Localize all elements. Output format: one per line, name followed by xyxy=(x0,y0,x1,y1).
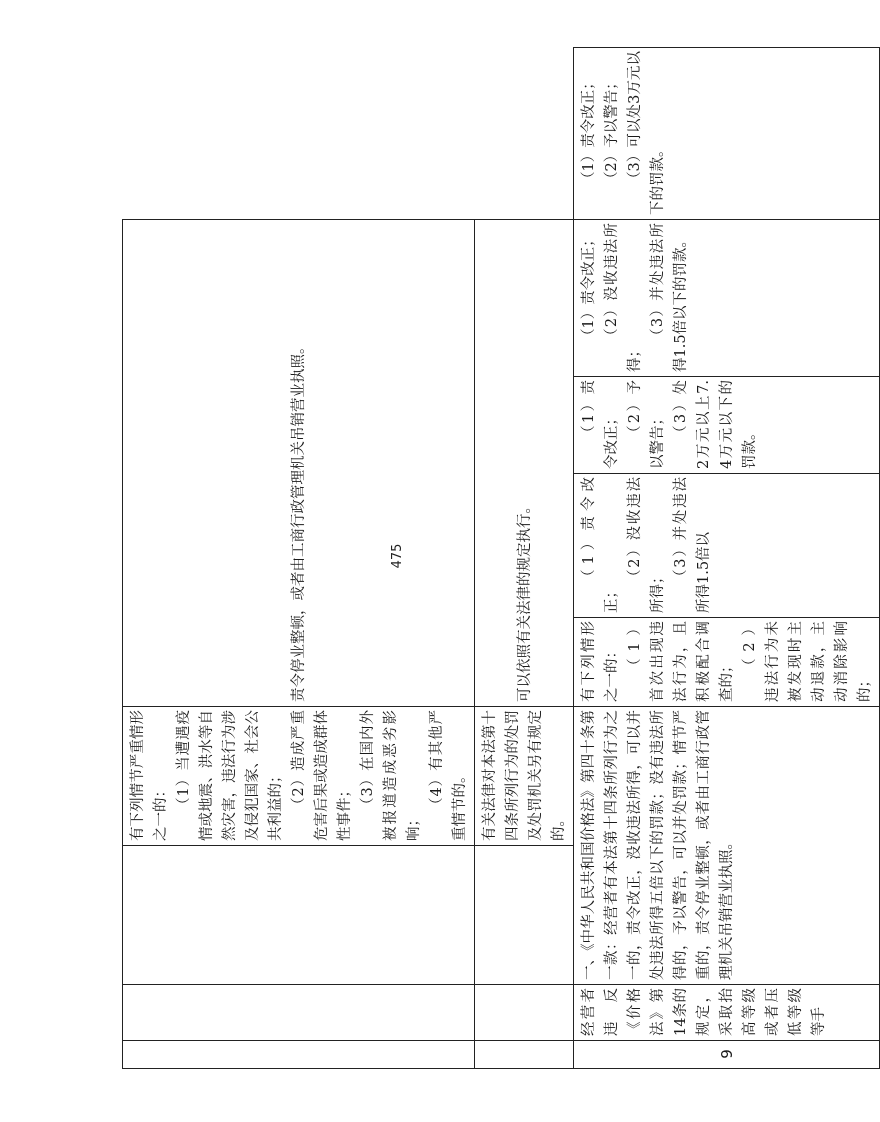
penalty-line: （3）可以处3万元以下的罚款。 xyxy=(627,51,666,215)
circumstances-line: 有下列情节严重情形之一的： xyxy=(130,710,169,841)
penalty-cell-a xyxy=(574,474,880,618)
penalty-cell-group xyxy=(574,220,880,474)
row-number: 9 xyxy=(574,1041,880,1069)
table-row xyxy=(574,48,880,1069)
item-cell xyxy=(475,985,574,1041)
circumstances-line: （3）在国内外被报道造成恶劣影响； xyxy=(360,710,422,841)
penalty-line: （1）责令改正； xyxy=(581,232,597,343)
penalty-line: （1）责令改正； xyxy=(581,75,597,186)
penalty-cell xyxy=(123,220,475,707)
circumstances-cell xyxy=(574,618,880,707)
penalty-cell-d xyxy=(574,48,880,220)
penalty-line: （1）责令改正； xyxy=(581,380,620,469)
legal-basis-text: 一、《中华人民共和国价格法》第四十条第一款：经营者有本法第十四条所列行为之一的，责令改正，没收违法所得，可以并处违法所得五倍以下的罚款；没有违法所得的，予以警告，可以并处罚款；情节严重的，责令停业整顿，或者由工商行政管理机关吊销营业执照。 xyxy=(581,710,735,980)
legal-basis-cell xyxy=(475,846,574,985)
penalty-line: （3）并处违法所得1.5倍以 xyxy=(673,477,712,613)
circumstances-line: （2）违法行为未被发现时主动退款，主动消除影响的； xyxy=(742,621,873,702)
penalty-cell xyxy=(475,220,574,707)
circumstances-line: （1）首次出现违法行为，且积极配合调查的； xyxy=(627,621,735,702)
table-row xyxy=(475,48,574,1069)
page-number: 475 xyxy=(390,543,405,569)
penalty-line: （2）没收违法所得； xyxy=(604,223,643,372)
penalty-line: （2）予以警告； xyxy=(627,380,666,469)
penalty-line: （3）处2万元以上7.4万元以下的罚款。 xyxy=(673,380,758,469)
circumstances-line: （2）造成严重危害后果或造成群体性事件； xyxy=(291,710,353,841)
circumstances-line: （4）有其他严重情节的。 xyxy=(429,710,468,841)
legal-basis-cell xyxy=(123,846,475,985)
circumstances-cell xyxy=(123,707,475,846)
row-number xyxy=(123,1041,475,1069)
circumstances-cell: 有关法律对本法第十四条所列行为的处罚及处罚机关另有规定的。 xyxy=(475,707,574,846)
table-row xyxy=(123,48,475,1069)
legal-basis-cell xyxy=(574,707,880,985)
circumstances-line: 有下列情形之一的： xyxy=(581,621,620,702)
item-cell xyxy=(123,985,475,1041)
circumstances-line: （1）当遭遇疫情或地震、洪水等自然灾害，违法行为涉及侵犯国家、社会公共利益的； xyxy=(176,710,284,841)
penalty-cell-b xyxy=(574,377,879,474)
penalty-line: （2）没收违法所得； xyxy=(627,477,666,613)
penalty-line: （3）并处违法所得1.5倍以下的罚款。 xyxy=(650,223,689,372)
penalty-line: （1）责令改正； xyxy=(581,477,620,613)
penalty-text: 责令停业整顿，或者由工商行政管理机关吊销营业执照。 xyxy=(291,339,307,702)
penalty-text: 可以依照有关法律的规定执行。 xyxy=(516,499,533,702)
item-cell: 经营者违反《价格法》第14条的规定，采取抬高等级或者压低等级等手 xyxy=(574,985,880,1041)
penalty-line: （2）予以警告； xyxy=(604,75,620,186)
row-number xyxy=(475,1041,574,1069)
penalty-cell-c xyxy=(574,220,879,377)
penalty-table xyxy=(122,47,880,1069)
